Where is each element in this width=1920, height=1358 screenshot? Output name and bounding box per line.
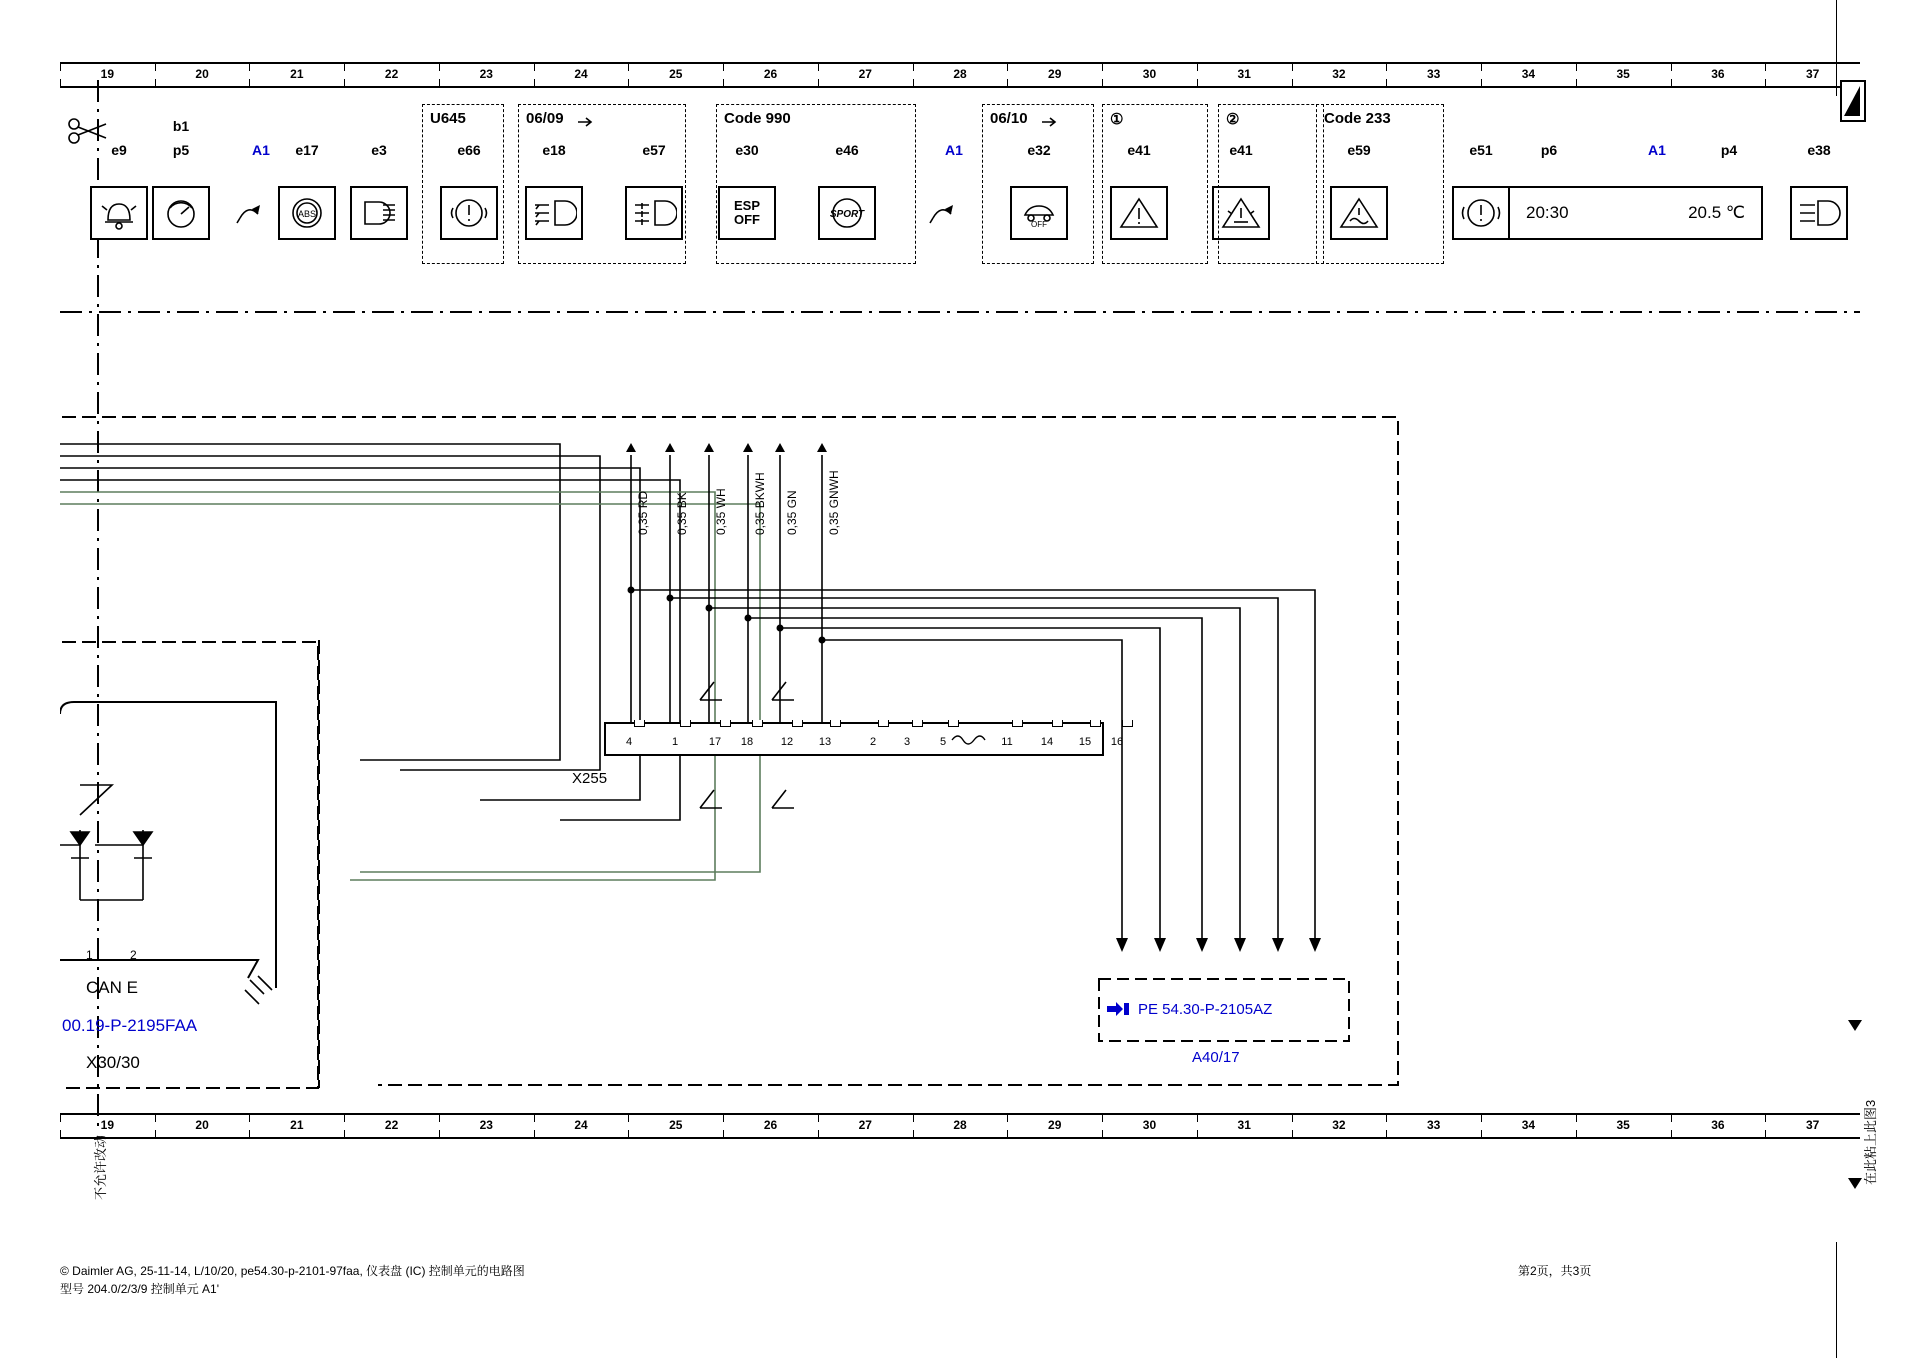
symbol-label-e46: e46: [835, 142, 859, 158]
connector-pin-mark: [680, 720, 691, 727]
ruler-column-29: 29: [1048, 67, 1062, 81]
ruler-column-34: 34: [1521, 67, 1536, 81]
connector-pin-12: 12: [780, 736, 794, 748]
margin-arrow-icon: [1848, 1020, 1864, 1032]
a40-17-designation: A40/17: [1192, 1049, 1240, 1066]
ruler-column-25: 25: [669, 67, 683, 81]
wire-arrow-icon: [817, 443, 827, 452]
ruler-column-19: 19: [100, 67, 115, 81]
connector-pin-mark: [792, 720, 803, 727]
symbol-label-e38: e38: [1807, 142, 1831, 158]
can-connector-label: X30/30: [86, 1053, 140, 1072]
ruler-column-32: 32: [1332, 1118, 1346, 1132]
symbol-label-p4: p4: [1720, 142, 1738, 158]
connector-pin-mark: [1012, 720, 1023, 727]
symbol-label-A1b: A1: [945, 142, 963, 158]
ruler-column-20: 20: [195, 1118, 209, 1132]
ruler-column-21: 21: [290, 67, 304, 81]
ruler-column-20: 20: [195, 67, 209, 81]
connector-pin-2: 2: [869, 736, 877, 748]
ruler-column-23: 23: [479, 1118, 493, 1132]
connector-pin-13: 13: [818, 736, 832, 748]
ruler-column-19: 19: [100, 1118, 115, 1132]
clock-value: 20:30: [1526, 203, 1569, 222]
ruler-column-23: 23: [479, 67, 493, 81]
connector-pin-mark: [1090, 720, 1101, 727]
wire-arrow-icon: [775, 443, 785, 452]
symbol-label-A1: A1: [252, 142, 270, 158]
pointing-hand-icon: [1105, 1000, 1131, 1018]
symbol-label-e30: e30: [735, 142, 759, 158]
group-title-Code-990: Code 990: [724, 110, 791, 127]
ruler-column-27: 27: [858, 1118, 872, 1132]
symbol-toplabel-p5: b1: [172, 118, 190, 134]
symbol-label-e59: e59: [1347, 142, 1371, 158]
group-title-①: ①: [1110, 111, 1124, 128]
connector-pin-mark: [830, 720, 841, 727]
ruler-column-34: 34: [1521, 1118, 1536, 1132]
symbol-label-p5: p5: [172, 142, 190, 158]
symbol-label-e41: e41: [1127, 142, 1151, 158]
footer-page: 第2页，共3页: [1518, 1264, 1592, 1278]
connector-pin-mark: [948, 720, 959, 727]
group-title-②: ②: [1226, 111, 1240, 128]
connector-pin-11: 11: [1001, 736, 1013, 748]
group-title-06/10: 06/10: [990, 110, 1028, 127]
ruler-column-32: 32: [1332, 67, 1346, 81]
connector-pin-14: 14: [1040, 736, 1054, 748]
ruler-column-37: 37: [1805, 67, 1820, 81]
ruler-column-25: 25: [669, 1118, 683, 1132]
corner-marker: [1840, 80, 1866, 122]
connector-pin-mark: [1052, 720, 1063, 727]
ruler-column-30: 30: [1142, 67, 1157, 81]
ruler-column-36: 36: [1711, 1118, 1725, 1132]
wire-label-3: 0,35 BKWH: [753, 472, 767, 535]
connector-pin-17: 17: [708, 736, 722, 748]
connector-pin-mark: [720, 720, 731, 727]
connector-pin-mark: [878, 720, 889, 727]
symbol-label-p6: p6: [1540, 142, 1558, 158]
ruler-column-30: 30: [1142, 1118, 1157, 1132]
ruler-column-24: 24: [574, 67, 588, 81]
ruler-column-28: 28: [953, 67, 967, 81]
wire-arrow-icon: [704, 443, 714, 452]
symbol-label-e3: e3: [371, 142, 387, 158]
svg-text:ABS: ABS: [297, 209, 317, 219]
wire-label-4: 0,35 GN: [785, 490, 799, 535]
a40-17-reference: PE 54.30-P-2105AZ: [1138, 1001, 1273, 1018]
right-margin-note: 在此粘上此图3: [1863, 1099, 1878, 1185]
ruler-column-27: 27: [858, 67, 872, 81]
ruler-column-28: 28: [953, 1118, 967, 1132]
connector-pin-mark: [634, 720, 645, 727]
wire-arrow-icon: [626, 443, 636, 452]
connector-pin-4: 4: [625, 736, 633, 748]
ruler-column-36: 36: [1711, 67, 1725, 81]
connector-pin-3: 3: [903, 736, 911, 748]
ruler-column-26: 26: [763, 1118, 778, 1132]
svg-text:SPORT: SPORT: [829, 209, 865, 220]
ruler-column-24: 24: [574, 1118, 588, 1132]
connector-pin-mark: [1122, 720, 1133, 727]
can-pin-2: 2: [130, 948, 137, 962]
wire-arrow-icon: [665, 443, 675, 452]
connector-pin-16: 16: [1110, 736, 1124, 748]
symbol-label-e9: e9: [111, 142, 127, 158]
ruler-column-22: 22: [384, 1118, 399, 1132]
can-bus-label: CAN E: [86, 978, 138, 997]
symbol-label-e17: e17: [295, 142, 319, 158]
ruler-column-35: 35: [1616, 67, 1630, 81]
ruler-column-31: 31: [1237, 1118, 1251, 1132]
symbol-label-e57: e57: [642, 142, 666, 158]
ruler-column-37: 37: [1805, 1118, 1820, 1132]
ruler-column-29: 29: [1048, 1118, 1062, 1132]
ruler-column-35: 35: [1616, 1118, 1630, 1132]
wire-label-0: 0,35 RD: [636, 490, 650, 535]
wire-label-2: 0,35 WH: [714, 488, 728, 535]
wire-label-1: 0,35 BK: [675, 492, 689, 535]
svg-text:OFF: OFF: [1031, 220, 1047, 229]
can-bus-reference: 00.19-P-2195FAA: [62, 1016, 198, 1035]
symbol-label-A1c: A1: [1648, 142, 1666, 158]
connector-pin-5: 5: [939, 736, 947, 748]
margin-arrow-icon: [1848, 1178, 1864, 1190]
symbol-label-e51: e51: [1469, 142, 1493, 158]
ruler-column-21: 21: [290, 1118, 304, 1132]
connector-x255-label: X255: [572, 770, 608, 787]
ruler-column-26: 26: [763, 67, 778, 81]
left-margin-note: 不允许改动: [93, 1134, 108, 1200]
temperature-value: 20.5 ℃: [1688, 203, 1745, 222]
group-title-U645: U645: [430, 110, 466, 127]
symbol-label-e18: e18: [542, 142, 566, 158]
ruler-column-22: 22: [384, 67, 399, 81]
group-title-Code-233: Code 233: [1324, 110, 1391, 127]
wire-arrow-icon: [743, 443, 753, 452]
esp-off-text: ESP OFF: [733, 198, 760, 227]
connector-gap-icon: [950, 730, 994, 748]
symbol-label-e66: e66: [457, 142, 481, 158]
connector-pin-1: 1: [671, 736, 679, 748]
group-title-06/09: 06/09: [526, 110, 564, 127]
can-pin-1: 1: [86, 948, 93, 962]
footer-copyright: © Daimler AG, 25-11-14, L/10/20, pe54.30-p-2101-97faa, 仪表盘 (IC) 控制单元的电路图: [60, 1264, 525, 1278]
ruler-column-33: 33: [1426, 1118, 1441, 1132]
connector-pin-mark: [912, 720, 923, 727]
symbol-label-e32: e32: [1027, 142, 1051, 158]
symbol-label-e41b: e41: [1229, 142, 1253, 158]
footer-model: 型号 204.0/2/3/9 控制单元 A1': [60, 1282, 220, 1296]
connector-pin-mark: [752, 720, 763, 727]
wire-label-5: 0,35 GNWH: [827, 470, 841, 535]
ruler-column-31: 31: [1237, 67, 1251, 81]
connector-pin-15: 15: [1078, 736, 1092, 748]
ruler-column-33: 33: [1426, 67, 1441, 81]
connector-pin-18: 18: [740, 736, 754, 748]
